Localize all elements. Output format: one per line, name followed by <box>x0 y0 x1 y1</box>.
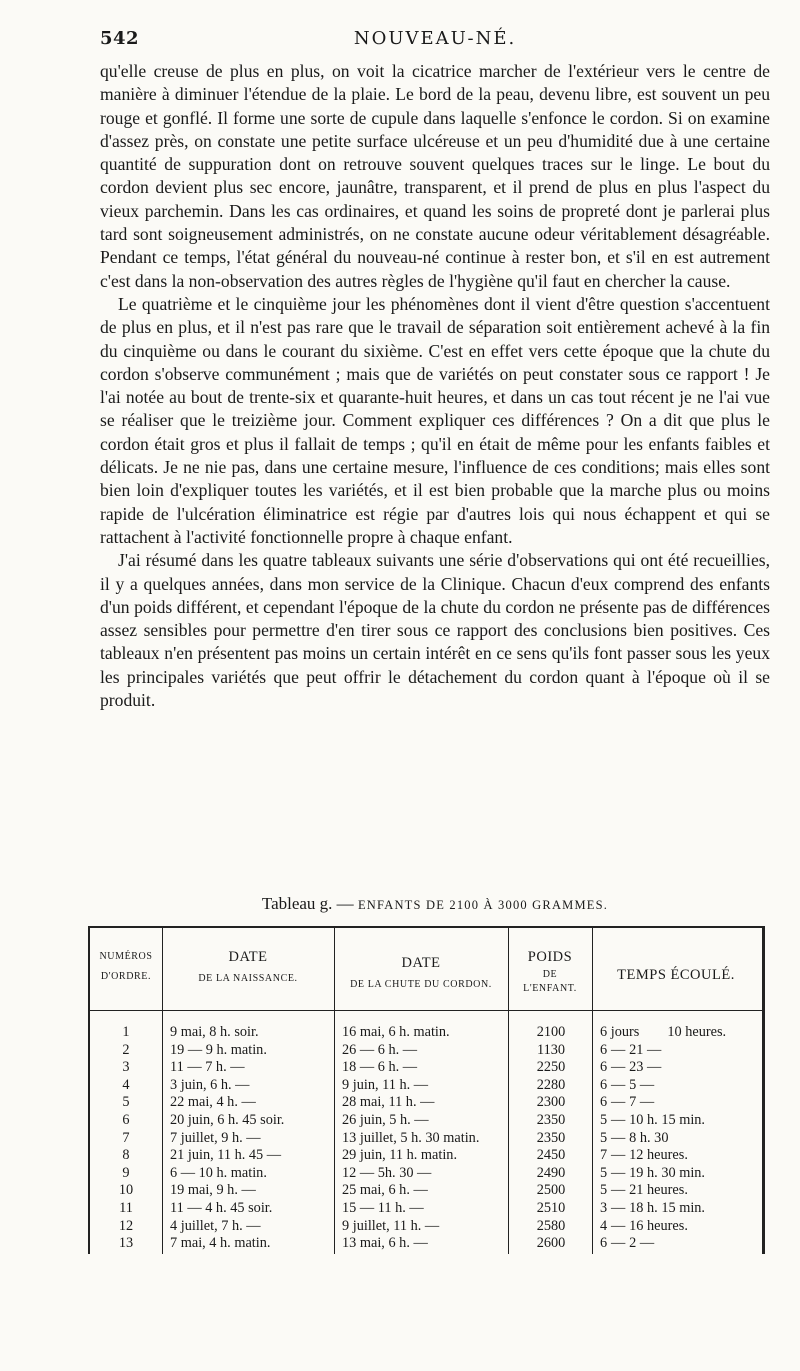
elapsed-days: 6 <box>600 1094 608 1111</box>
table-row <box>90 1147 762 1165</box>
row-number: 3 <box>122 1059 130 1076</box>
elapsed-days: 5 <box>600 1129 608 1146</box>
table-row <box>90 1200 762 1218</box>
row-number: 4 <box>122 1076 130 1093</box>
table-row <box>90 1024 762 1042</box>
elapsed-hours: 21 heures. <box>629 1182 688 1199</box>
birth-date: 3 juin, 6 h. — <box>170 1076 250 1093</box>
elapsed-time: 6 — 23 — <box>600 1059 662 1076</box>
elapsed-time: 6 — 21 — <box>600 1041 662 1058</box>
birth-date: 19 — 9 h. matin. <box>170 1041 267 1058</box>
birth-date: 21 juin, 11 h. 45 — <box>170 1147 282 1164</box>
birth-date: 20 juin, 6 h. 45 soir. <box>170 1111 285 1128</box>
table-row <box>90 1130 762 1148</box>
birth-date: 4 juillet, 7 h. — <box>170 1217 261 1234</box>
elapsed-time: 6 — 2 — <box>600 1235 655 1252</box>
elapsed-time: 7 — 12 heures. <box>600 1147 688 1164</box>
cord-fall-date: 25 mai, 6 h. — <box>342 1182 428 1199</box>
elapsed-days: 6 <box>600 1076 608 1093</box>
elapsed-days: 6 <box>600 1235 608 1252</box>
elapsed-days: 6 <box>600 1041 608 1058</box>
table-row <box>90 1165 762 1183</box>
weight-value: 2510 <box>536 1199 566 1216</box>
elapsed-days: 4 <box>600 1217 608 1234</box>
elapsed-hours: 19 h. 30 min. <box>629 1164 706 1181</box>
cord-fall-date: 29 juin, 11 h. matin. <box>342 1147 458 1164</box>
elapsed-time: 5 — 8 h. 30 <box>600 1129 669 1146</box>
elapsed-days: 3 <box>600 1199 608 1216</box>
body-text <box>100 60 770 712</box>
row-number: 5 <box>122 1094 130 1111</box>
table-row <box>90 1112 762 1130</box>
elapsed-hours: 10 h. 15 min. <box>629 1111 706 1128</box>
row-number: 11 <box>119 1199 133 1216</box>
row-number: 10 <box>118 1182 134 1199</box>
header-elapsed: TEMPS ÉCOULÉ. <box>617 967 735 983</box>
paragraph: Le quatrième et le cinquième jour les phénomènes dont il vient d'être question s'accentuent de plus en plus, et il n'est pas rare que le travail de séparation soit entièrement achevé à la fin du cinquième ou dans le courant du sixième. C'est en effet vers cette époque que la chute du cordon s'observe communément ; mais que de variétés on peut constater sous ce rapport ! Je l'ai notée au bout de trente-six et quarante-huit heures, et dans un cas tout récent je ne l'ai vue se réaliser que le treizième jour. Comment expliquer ces différences ? On a dit que plus le cordon était gros et plus il fallait de temps ; qu'il en était de même pour les enfants faibles et délicats. Je ne nie pas, dans une certaine mesure, l'influence de ces conditions; mais elles sont bien loin d'expliquer toutes les variétés, et il est bien probable que la marche plus ou moins rapide de l'ulcération éliminatrice est régie par d'autres lois qui nous échappent et qui se rattachent à l'activité fonctionnelle propre à chaque enfant. <box>100 293 770 547</box>
row-number: 2 <box>122 1041 130 1058</box>
elapsed-hours: 16 heures. <box>629 1217 688 1234</box>
header-rule <box>90 1010 762 1011</box>
weight-value: 2600 <box>536 1235 566 1252</box>
birth-date: 11 — 4 h. 45 soir. <box>170 1199 273 1216</box>
row-number: 8 <box>122 1147 130 1164</box>
birth-date: 7 mai, 4 h. matin. <box>170 1235 271 1252</box>
weight-value: 2100 <box>536 1024 566 1040</box>
birth-date: 11 — 7 h. — <box>170 1059 245 1076</box>
birth-date: 6 — 10 h. matin. <box>170 1164 267 1181</box>
elapsed-time: 3 — 18 h. 15 min. <box>600 1199 706 1216</box>
elapsed-time: 5 — 10 h. 15 min. <box>600 1111 706 1128</box>
paragraph: J'ai résumé dans les quatre tableaux suivants une série d'observations qui ont été recueillies, il y a quelques années, dans mon service de la Clinique. Chacun d'eux comprend des enfants d'un poids différent, et cependant l'époque de la chute du cordon ne présente pas de différences assez sensibles pour permettre d'en tirer sous ce rapport des conclusions bien positives. Ces tableaux n'en présentent pas moins un certain intérêt en ce sens qu'ils font passer sous les yeux les principales variétés que peut offrir le détachement du cordon quant à l'époque où il se produit. <box>100 550 770 711</box>
birth-date: 9 mai, 8 h. soir. <box>170 1024 259 1040</box>
cord-fall-date: 26 juin, 5 h. — <box>342 1111 429 1128</box>
elapsed-time: 5 — 19 h. 30 min. <box>600 1164 706 1181</box>
elapsed-time: 6 — 7 — <box>600 1094 655 1111</box>
elapsed-days: 5 <box>600 1164 608 1181</box>
page-number: 542 <box>100 28 140 49</box>
birth-date: 19 mai, 9 h. — <box>170 1182 256 1199</box>
elapsed-hours: 5 — <box>629 1076 655 1093</box>
weight-value: 2450 <box>536 1147 566 1164</box>
elapsed-hours: 23 — <box>629 1059 662 1076</box>
table-row <box>90 1059 762 1077</box>
weight-value: 1130 <box>536 1041 566 1058</box>
header-weight: POIDS DE L'ENFANT. <box>523 949 577 994</box>
weight-value: 2500 <box>536 1182 566 1199</box>
elapsed-time <box>600 1024 726 1042</box>
paragraph: qu'elle creuse de plus en plus, on voit la cicatrice marcher de l'extérieur vers le centre de manière à diminuer l'étendue de la plaie. Le bord de la peau, devenu libre, est souvent un peu rouge et gonflé. Il forme une sorte de cupule dans laquelle s'enfonce le cordon. Si on examine d'assez près, on constate une petite surface ulcéreuse et un peu d'humidité due à une certaine quantité de suppuration dont on retrouve souvent quelques traces sur le linge. Le bout du cordon devient plus sec encore, jaunâtre, transparent, et il prend de plus en plus l'aspect du vieux parchemin. Dans les cas ordinaires, et quand les soins de propreté dont je parlerai plus tard sont soigneusement administrés, on ne constate aucune odeur véritablement désagréable. Pendant ce temps, l'état général du nouveau-né continue à rester bon, et s'il en est autrement c'est dans la non-observation des autres règles de l'hygiène qu'il faut en chercher la cause. <box>100 61 770 291</box>
row-number: 6 <box>122 1111 130 1128</box>
elapsed-time: 6 — 5 — <box>600 1076 655 1093</box>
header-birth-date: DATE DE LA NAISSANCE. <box>198 949 298 984</box>
cord-fall-date: 13 juillet, 5 h. 30 matin. <box>342 1129 480 1146</box>
birth-date: 7 juillet, 9 h. — <box>170 1129 261 1146</box>
elapsed-days: 7 <box>600 1147 608 1164</box>
weight-value: 2490 <box>536 1164 566 1181</box>
row-number: 12 <box>118 1217 134 1234</box>
cord-fall-date: 12 — 5h. 30 — <box>342 1164 432 1181</box>
birth-date: 22 mai, 4 h. — <box>170 1094 256 1111</box>
elapsed-days: 6 jours <box>600 1024 640 1040</box>
data-table <box>88 926 765 1254</box>
elapsed-days: 5 <box>600 1182 608 1199</box>
weight-value: 2280 <box>536 1076 566 1093</box>
weight-value: 2350 <box>536 1111 566 1128</box>
elapsed-days: 6 <box>600 1059 608 1076</box>
cord-fall-date: 15 — 11 h. — <box>342 1199 424 1216</box>
table-row <box>90 1218 762 1236</box>
running-head: NOUVEAU-NÉ. <box>353 28 517 49</box>
table-row <box>90 1077 762 1095</box>
cord-fall-date: 18 — 6 h. — <box>342 1059 418 1076</box>
cord-fall-date: 16 mai, 6 h. matin. <box>342 1024 450 1040</box>
elapsed-hours: 18 h. 15 min. <box>629 1199 706 1216</box>
elapsed-time: 5 — 21 heures. <box>600 1182 688 1199</box>
header-fall-date: DATE DE LA CHUTE DU CORDON. <box>350 955 492 990</box>
header-numeros: NUMÉROS D'ORDRE. <box>99 951 153 982</box>
cord-fall-date: 28 mai, 11 h. — <box>342 1094 435 1111</box>
elapsed-hours: 10 heures. <box>667 1024 727 1040</box>
table-row <box>90 1235 762 1253</box>
row-number: 1 <box>122 1024 130 1040</box>
row-number: 9 <box>122 1164 130 1181</box>
table-title-main: Tableau g. — <box>261 894 354 913</box>
weight-value: 2300 <box>536 1094 566 1111</box>
elapsed-days: 5 <box>600 1111 608 1128</box>
table-title-caps: ENFANTS DE 2100 À 3000 GRAMMES. <box>357 898 609 912</box>
cord-fall-date: 26 — 6 h. — <box>342 1041 418 1058</box>
table-title <box>100 894 770 914</box>
row-number: 7 <box>122 1129 130 1146</box>
elapsed-hours: 21 — <box>629 1041 662 1058</box>
page-header <box>100 28 770 52</box>
table-row <box>90 1042 762 1060</box>
weight-value: 2580 <box>536 1217 566 1234</box>
cord-fall-date: 9 juillet, 11 h. — <box>342 1217 440 1234</box>
weight-value: 2350 <box>536 1129 566 1146</box>
elapsed-time: 4 — 16 heures. <box>600 1217 688 1234</box>
row-number: 13 <box>118 1235 134 1252</box>
weight-value: 2250 <box>536 1059 566 1076</box>
table-body <box>90 1024 762 1253</box>
cord-fall-date: 13 mai, 6 h. — <box>342 1235 428 1252</box>
table-row <box>90 1182 762 1200</box>
elapsed-hours: 12 heures. <box>629 1147 688 1164</box>
cord-fall-date: 9 juin, 11 h. — <box>342 1076 429 1093</box>
table-row <box>90 1094 762 1112</box>
elapsed-hours: 8 h. 30 <box>629 1129 669 1146</box>
elapsed-hours: 7 — <box>629 1094 655 1111</box>
elapsed-hours: 2 — <box>629 1235 655 1252</box>
